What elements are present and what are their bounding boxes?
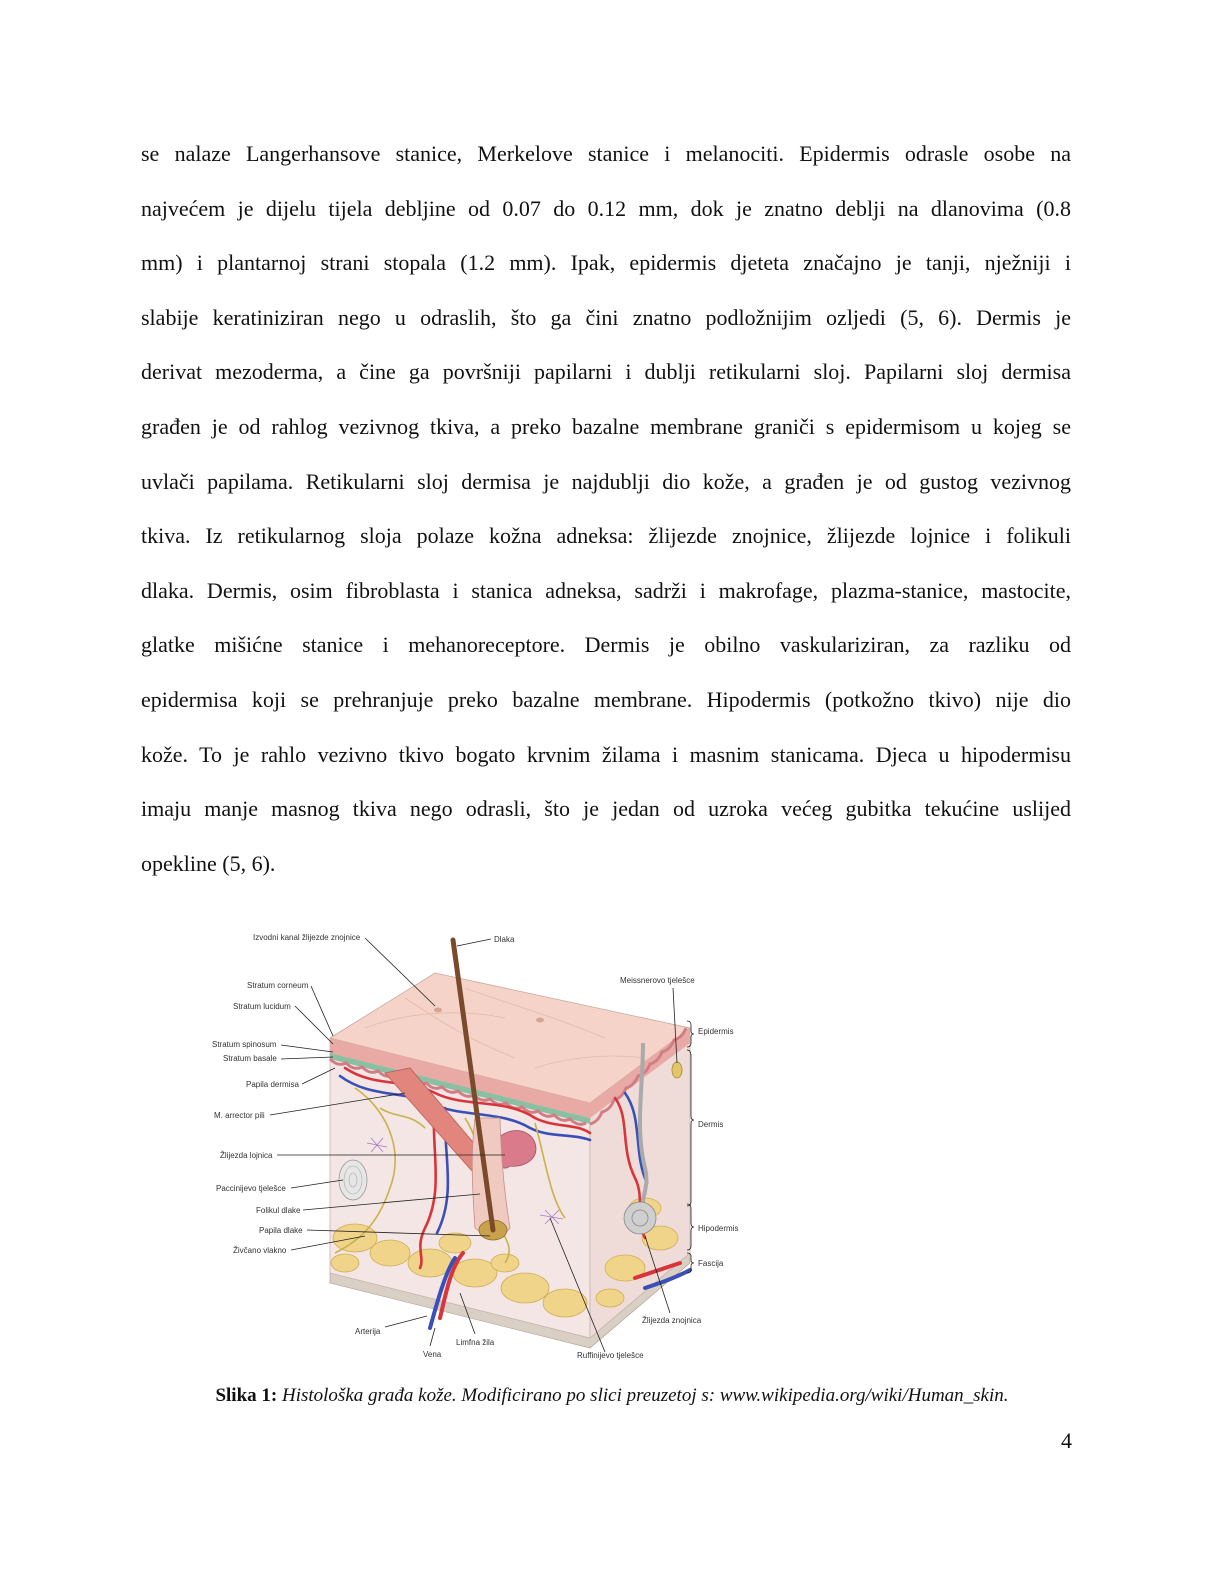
label-paccinijevo: Paccinijevo tjelešce [216, 1184, 286, 1193]
body-line: mm) i plantarnoj strani stopala (1.2 mm). Ipak, epidermis djeteta značajno je tanji, nježniji i [141, 250, 1071, 276]
label-zivcano-vlakno: Živčano vlakno [233, 1246, 287, 1255]
label-zlijezda-lojnica: Žlijezda lojnica [220, 1151, 273, 1160]
label-folikul-dlake: Folikul dlake [256, 1206, 301, 1215]
skin-anatomy-figure [205, 918, 765, 1368]
label-izvodni-kanal: Izvodni kanal žlijezde znojnice [253, 933, 361, 942]
body-line: se nalaze Langerhansove stanice, Merkelove stanice i melanociti. Epidermis odrasle osobe na [141, 141, 1071, 166]
body-line: najvećem je dijelu tijela debljine od 0.07 do 0.12 mm, dok je znatno deblji na dlanovima (0.8 [141, 195, 1071, 221]
body-line: dlaka. Dermis, osim fibroblasta i stanica adneksa, sadrži i makrofage, plazma-stanice, mastocite, [141, 577, 1071, 603]
label-stratum-corneum: Stratum corneum [247, 981, 309, 990]
body-line: opekline (5, 6). [141, 850, 276, 876]
label-arterija: Arterija [355, 1327, 381, 1336]
skin-diagram [205, 918, 765, 1368]
label-limfna-zila: Limfna žila [456, 1338, 495, 1347]
label-hipodermis: Hipodermis [698, 1224, 739, 1233]
label-stratum-basale: Stratum basale [223, 1054, 277, 1063]
caption-text: Histološka građa kože. Modificirano po slici preuzetoj s: www.wikipedia.org/wiki/Human_skin. [281, 1385, 1009, 1406]
page-number: 4 [1061, 1428, 1072, 1453]
label-arrector-pili: M. arrector pili [214, 1111, 265, 1120]
label-stratum-spinosum: Stratum spinosum [212, 1040, 277, 1049]
label-ruffinijevo: Ruffinijevo tjelešce [577, 1351, 644, 1360]
label-papila-dermisa: Papila dermisa [246, 1080, 299, 1089]
label-dermis: Dermis [698, 1120, 724, 1129]
body-line: slabije keratiniziran nego u odraslih, što ga čini znatno podložnijim ozljedi (5, 6). Dermis je [141, 304, 1071, 330]
body-line: imaju manje masnog tkiva nego odrasli, što je jedan od uzroka većeg gubitka tekućine uslijed [141, 796, 1071, 822]
body-line: kože. To je rahlo vezivno tkivo bogato krvnim žilama i masnim stanicama. Djeca u hipodermisu [141, 741, 1071, 767]
body-line: derivat mezoderma, a čine ga površniji papilarni i dublji retikularni sloj. Papilarni sloj dermisa [141, 359, 1071, 385]
body-line: tkiva. Iz retikularnog sloja polaze kožna adneksa: žlijezde znojnice, žlijezde lojnice i folikuli [141, 523, 1071, 549]
sweat-gland-coil [624, 1202, 656, 1234]
label-fascija: Fascija [698, 1259, 724, 1268]
label-papila-dlake: Papila dlake [259, 1226, 303, 1235]
label-dlaka: Dlaka [494, 935, 515, 944]
body-line: glatke mišićne stanice i mehanoreceptore. Dermis je obilno vaskulariziran, za razliku od [141, 632, 1071, 658]
body-line: građen je od rahlog vezivnog tkiva, a preko bazalne membrane graniči s epidermisom u kojeg se [141, 413, 1071, 439]
meissner-corpuscle [672, 1062, 682, 1078]
caption-label: Slika 1: [215, 1385, 278, 1406]
label-epidermis: Epidermis [698, 1027, 734, 1036]
figure-caption [0, 1385, 1224, 1407]
label-vena: Vena [423, 1350, 442, 1359]
label-stratum-lucidum: Stratum lucidum [233, 1002, 291, 1011]
label-zlijezda-znojnica: Žlijezda znojnica [642, 1316, 702, 1325]
body-line: uvlači papilama. Retikularni sloj dermisa je najdublji dio kože, a građen je od gustog vezivnog [141, 468, 1071, 494]
label-meissnerovo: Meissnerovo tjelešce [620, 976, 695, 985]
body-line: epidermisa koji se prehranjuje preko bazalne membrane. Hipodermis (potkožno tkivo) nije dio [141, 686, 1071, 712]
body-text [141, 127, 1071, 891]
